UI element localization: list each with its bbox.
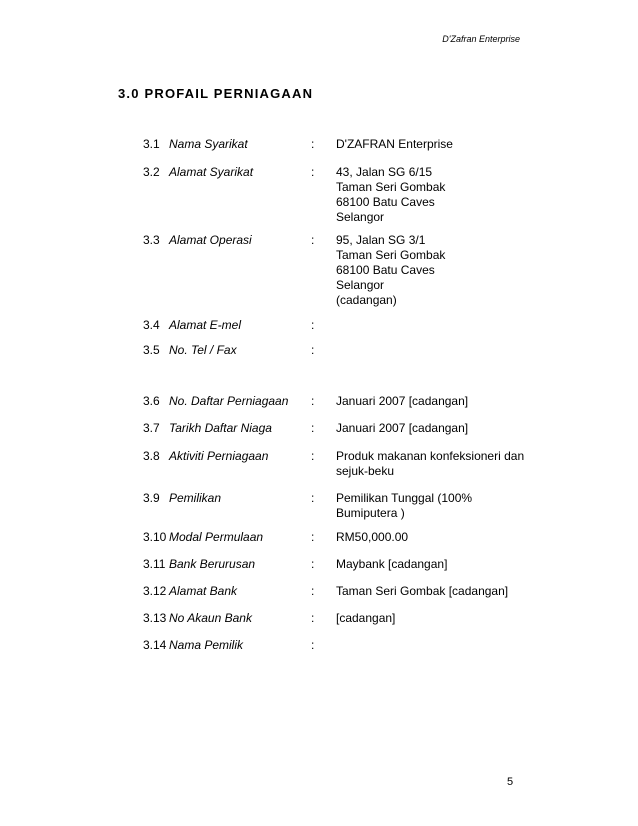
- row-value-line: D'ZAFRAN Enterprise: [336, 137, 453, 151]
- row-label: Modal Permulaan: [169, 530, 264, 544]
- row-colon: :: [311, 421, 315, 435]
- row-value-line: Maybank [cadangan]: [336, 557, 448, 571]
- row-label: Alamat E-mel: [169, 318, 242, 332]
- row-colon: :: [311, 137, 315, 151]
- row-colon: :: [311, 611, 315, 625]
- row-number: 3.7: [143, 421, 160, 435]
- row-number: 3.12: [143, 584, 167, 598]
- row-value-line: Selangor: [336, 278, 385, 292]
- row-colon: :: [311, 449, 315, 463]
- row-number: 3.11: [143, 557, 166, 571]
- row-label: Alamat Syarikat: [169, 165, 254, 179]
- row-colon: :: [311, 638, 315, 652]
- row-label: Bank Berurusan: [169, 557, 256, 571]
- row-value: [336, 557, 447, 572]
- row-value-line: [cadangan]: [336, 611, 396, 625]
- row-value: [336, 491, 472, 521]
- row-colon: :: [311, 530, 315, 544]
- row-value-line: Selangor: [336, 210, 385, 224]
- row-value: [336, 584, 508, 599]
- row-colon: :: [311, 165, 315, 179]
- row-number: 3.10: [143, 530, 167, 544]
- row-value-line: 68100 Batu Caves: [336, 263, 435, 277]
- row-value-line: 95, Jalan SG 3/1: [336, 233, 426, 247]
- page-number: 5: [507, 776, 514, 788]
- row-number: 3.1: [143, 137, 160, 151]
- row-value: [336, 233, 445, 308]
- row-label: Alamat Operasi: [169, 233, 252, 247]
- row-number: 3.6: [143, 394, 160, 408]
- row-value-line: Januari 2007 [cadangan]: [336, 394, 469, 408]
- row-label: Pemilikan: [169, 491, 222, 505]
- row-value-line: Januari 2007 [cadangan]: [336, 421, 469, 435]
- row-number: 3.2: [143, 165, 160, 179]
- row-value-line: RM50,000.00: [336, 530, 409, 544]
- row-value-line: 68100 Batu Caves: [336, 195, 435, 209]
- row-number: 3.3: [143, 233, 160, 247]
- row-colon: :: [311, 343, 315, 357]
- row-value-line: (cadangan): [336, 293, 397, 307]
- row-number: 3.5: [143, 343, 160, 357]
- row-colon: :: [311, 233, 315, 247]
- row-number: 3.8: [143, 449, 160, 463]
- row-label: No. Tel / Fax: [169, 343, 237, 357]
- row-value-line: Taman Seri Gombak: [336, 180, 446, 194]
- row-value: [336, 611, 395, 626]
- row-value: [336, 137, 453, 152]
- row-number: 3.9: [143, 491, 160, 505]
- running-header: D'Zafran Enterprise: [442, 34, 520, 44]
- row-colon: :: [311, 394, 315, 408]
- section-title: 3.0 PROFAIL PERNIAGAAN: [118, 86, 314, 101]
- row-value-line: 43, Jalan SG 6/15: [336, 165, 433, 179]
- row-label: Tarikh Daftar Niaga: [169, 421, 272, 435]
- row-value-line: Taman Seri Gombak: [336, 248, 446, 262]
- row-number: 3.14: [143, 638, 167, 652]
- row-label: Alamat Bank: [169, 584, 238, 598]
- row-value-line: Produk makanan konfeksioneri dan: [336, 449, 525, 463]
- row-value: [336, 394, 468, 409]
- row-label: Aktiviti Perniagaan: [169, 449, 269, 463]
- row-colon: :: [311, 491, 315, 505]
- row-number: 3.13: [143, 611, 167, 625]
- row-label: Nama Syarikat: [169, 137, 248, 151]
- row-label: No. Daftar Perniagaan: [169, 394, 289, 408]
- row-value-line: Taman Seri Gombak [cadangan]: [336, 584, 509, 598]
- row-colon: :: [311, 557, 315, 571]
- row-value-line: Pemilikan Tunggal (100%: [336, 491, 473, 505]
- row-colon: :: [311, 584, 315, 598]
- row-label: No Akaun Bank: [169, 611, 252, 625]
- row-value: [336, 449, 524, 479]
- row-label: Nama Pemilik: [169, 638, 244, 652]
- row-colon: :: [311, 318, 315, 332]
- row-value: [336, 165, 445, 225]
- row-value: [336, 421, 468, 436]
- row-value-line: Bumiputera ): [336, 506, 405, 520]
- row-value: [336, 530, 408, 545]
- row-value-line: sejuk-beku: [336, 464, 395, 478]
- row-number: 3.4: [143, 318, 160, 332]
